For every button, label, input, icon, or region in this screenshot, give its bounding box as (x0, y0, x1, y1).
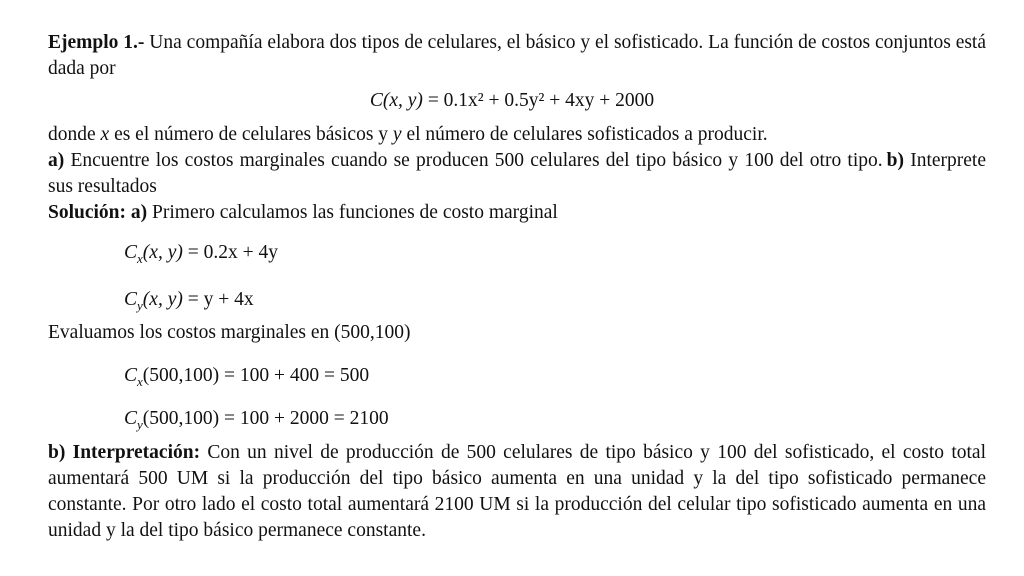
evaluation-cx-equation (124, 363, 369, 389)
interpretation-text: Con un nivel de producción de 500 celulares de tipo básico y 100 del sofisticado, el costo total aumentará 500 UM si la producción del tipo básico aumenta en una unidad y la del tipo sofisticado permanece constante. Por otro lado el costo total aumentará 2100 UM si la producción del celular tipo sofisticado aumenta en una unidad y la del tipo básico permanece constante. (48, 442, 986, 541)
marginal-cy-args: (x, y) (142, 289, 183, 310)
example-heading: Ejemplo 1.- (48, 32, 145, 53)
marginal-cy-subscript: y (137, 298, 143, 313)
evaluation-cx-rhs: = 100 + 400 = 500 (224, 365, 370, 386)
question-b-label: b) (886, 150, 904, 171)
marginal-cx-args: (x, y) (142, 242, 183, 263)
solution-label: Solución: (48, 202, 127, 223)
marginal-cy-rhs: = y + 4x (187, 289, 254, 310)
solution-line (48, 200, 558, 226)
evaluation-cy-symbol: C (124, 408, 138, 429)
solution-a-label: a) (130, 202, 148, 223)
evaluate-line: Evaluamos los costos marginales en (500,100) (48, 322, 411, 343)
variables-text-2: es el número de celulares básicos y (109, 124, 393, 145)
marginal-cx-subscript: x (137, 251, 143, 266)
marginal-cost-y-equation (124, 287, 254, 313)
marginal-cost-x-equation (124, 240, 278, 266)
cost-function-equation (0, 88, 1024, 114)
evaluation-cy-subscript: y (137, 417, 143, 432)
solution-text: Primero calculamos las funciones de costo marginal (147, 202, 558, 223)
interpretation-label: b) Interpretación: (48, 442, 201, 463)
evaluation-cx-symbol: C (124, 365, 138, 386)
intro-text: Una compañía elabora dos tipos de celulares, el básico y el sofisticado. La función de costos conjuntos está dada por (48, 32, 987, 79)
variable-y: y (392, 124, 402, 145)
question-paragraph (48, 148, 986, 200)
question-a-text: Encuentre los costos marginales cuando se producen 500 celulares del tipo básico y 100 del otro tipo. (64, 150, 883, 171)
evaluation-cx-args: (500,100) (142, 365, 220, 386)
question-a-label: a) (48, 150, 65, 171)
cost-function-lhs: C(x, y) (369, 90, 423, 111)
intro-paragraph (48, 30, 986, 82)
evaluation-cy-rhs: = 100 + 2000 = 2100 (224, 408, 389, 429)
evaluation-cy-args: (500,100) (142, 408, 220, 429)
cost-function-rhs: = 0.1x² + 0.5y² + 4xy + 2000 (427, 90, 655, 111)
variable-x: x (100, 124, 110, 145)
variables-text-3: el número de celulares sofisticados a producir. (401, 124, 768, 145)
variables-line (48, 122, 768, 148)
evaluation-cy-equation (124, 406, 389, 432)
question-b-text: Interprete sus resultados (48, 150, 986, 197)
variables-text-1: donde (48, 124, 101, 145)
marginal-cy-symbol: C (124, 289, 138, 310)
marginal-cx-rhs: = 0.2x + 4y (187, 242, 278, 263)
interpretation-paragraph (48, 440, 986, 544)
marginal-cx-symbol: C (124, 242, 138, 263)
evaluation-cx-subscript: x (137, 374, 143, 389)
